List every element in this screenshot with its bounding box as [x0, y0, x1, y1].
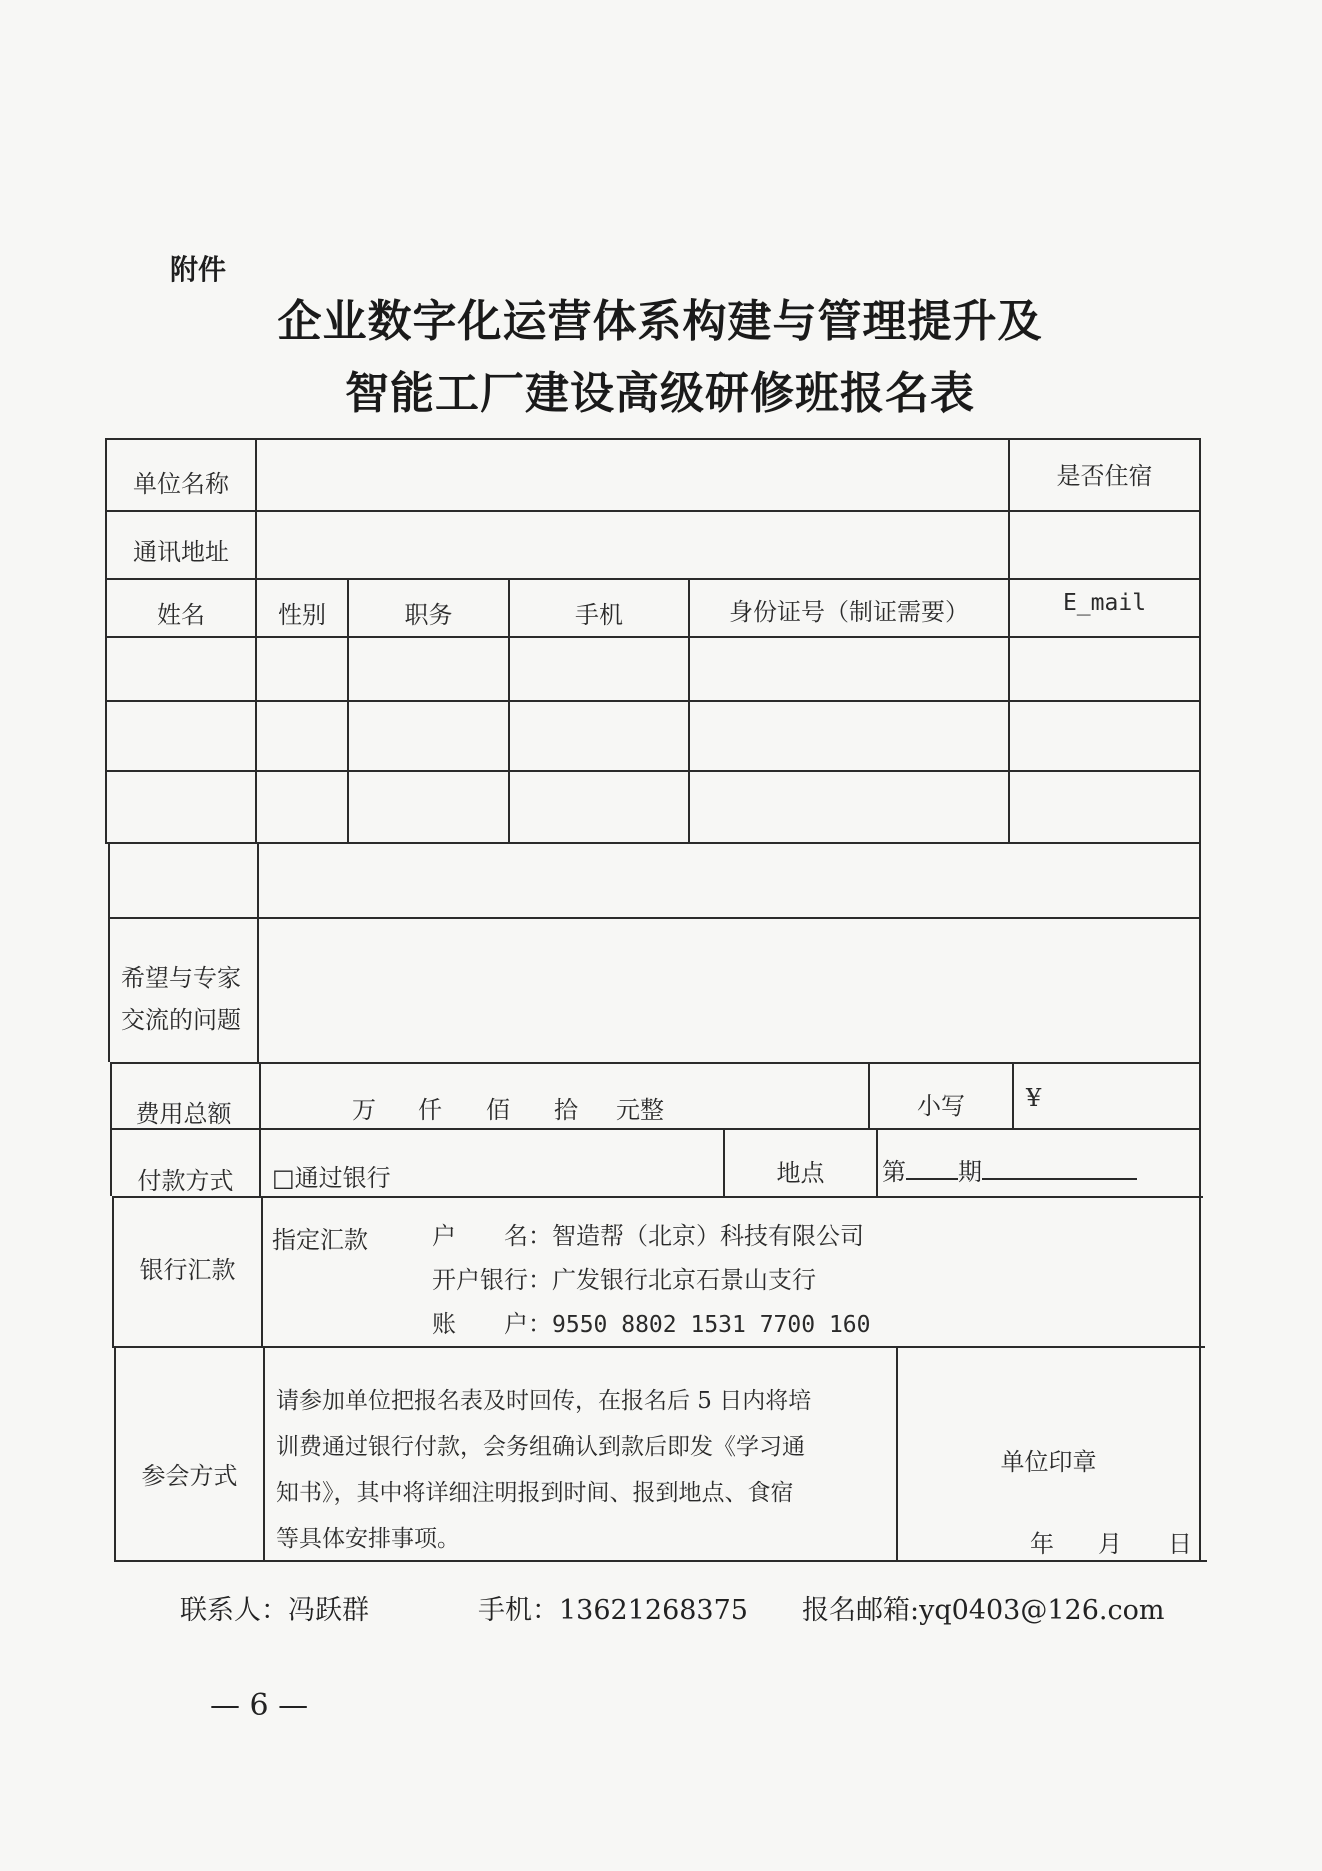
footer-email: 报名邮箱:yq0403@126.com: [802, 1595, 1165, 1626]
column-header-gender: 性别: [278, 601, 326, 629]
bank-transfer-label: 银行汇款: [139, 1256, 236, 1284]
column-header-mobile: 手机: [575, 601, 623, 629]
fee-unit-shi: 拾: [554, 1096, 578, 1124]
footer-mobile: 手机：13621268375: [478, 1595, 748, 1626]
unit-name-field[interactable]: [257, 440, 1008, 510]
form-title-line2: 智能工厂建设高级研修班报名表: [345, 368, 975, 419]
fee-unit-bai: 佰: [486, 1096, 510, 1124]
bank-account-name: 智造帮（北京）科技有限公司: [552, 1222, 864, 1250]
session-prefix: 第: [882, 1158, 906, 1186]
attachment-label: 附件: [170, 253, 227, 286]
footer-contact: 联系人：冯跃群: [180, 1595, 369, 1626]
attendance-text-line4: 等具体安排事项。: [276, 1526, 460, 1552]
bank-account-number: 9550 8802 1531 7700 160: [552, 1312, 871, 1338]
column-header-position: 职务: [404, 601, 453, 629]
column-header-name: 姓名: [157, 601, 205, 629]
address-label: 通讯地址: [133, 538, 229, 566]
attendance-text-line2: 训费通过银行付款，会务组确认到款后即发《学习通: [276, 1434, 805, 1460]
fee-unit-wan: 万: [352, 1096, 376, 1124]
date-month-label: 月: [1098, 1530, 1122, 1558]
page-number: — 6 —: [210, 1688, 309, 1723]
payment-method-label: 付款方式: [137, 1167, 234, 1195]
bank-account-number-label: 账 户：: [432, 1310, 552, 1338]
date-year-label: 年: [1030, 1530, 1054, 1558]
session-field[interactable]: [882, 1152, 1137, 1187]
bank-account-name-label: 户 名：: [432, 1222, 552, 1250]
form-title-line1: 企业数字化运营体系构建与管理提升及: [277, 296, 1043, 347]
column-header-id-number: 身份证号（制证需要）: [729, 598, 969, 626]
bank-account-number-row: [432, 1304, 871, 1339]
date-day-label: 日: [1168, 1530, 1192, 1558]
questions-label-line1: 希望与专家: [121, 964, 241, 992]
attendance-text-line3: 知书》，其中将详细注明报到时间、报到地点、食宿: [276, 1480, 794, 1506]
address-field[interactable]: [257, 512, 1008, 578]
attendance-text-line1: 请参加单位把报名表及时回传，在报名后 5 日内将培: [276, 1388, 812, 1414]
bank-designated-label: 指定汇款: [272, 1226, 368, 1254]
questions-field[interactable]: [259, 919, 1199, 1062]
fee-unit-yuan: 元整: [616, 1096, 664, 1124]
questions-label-line2: 交流的问题: [121, 1006, 241, 1034]
bank-account-name-row: [432, 1216, 864, 1251]
bank-branch-row: [432, 1260, 816, 1295]
accommodation-label: 是否住宿: [1056, 462, 1153, 490]
payment-option-bank[interactable]: □通过银行: [272, 1164, 391, 1192]
fee-unit-qian: 仟: [418, 1096, 442, 1124]
unit-seal-label: 单位印章: [1000, 1448, 1097, 1476]
fee-total-label: 费用总额: [135, 1100, 232, 1128]
currency-symbol: ¥: [1026, 1084, 1042, 1112]
bank-branch-label: 开户银行：: [432, 1266, 552, 1294]
unit-name-label: 单位名称: [133, 470, 229, 498]
bank-branch: 广发银行北京石景山支行: [552, 1266, 816, 1294]
column-header-email: E_mail: [1062, 590, 1147, 616]
session-suffix: 期: [958, 1158, 982, 1186]
location-label: 地点: [776, 1159, 825, 1187]
attendance-method-label: 参会方式: [141, 1462, 238, 1490]
fee-small-label: 小写: [917, 1092, 965, 1120]
